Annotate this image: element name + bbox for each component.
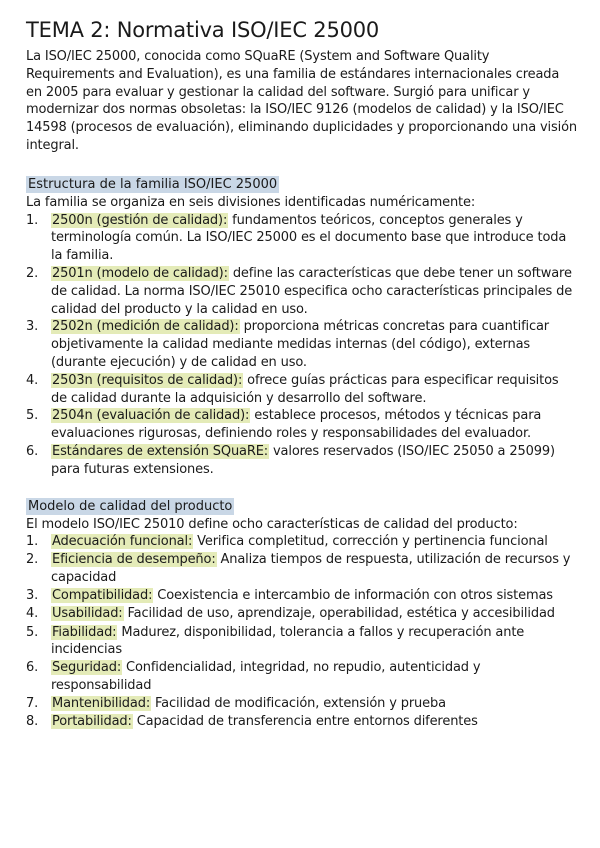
list-number: 2. [26,552,39,568]
section-structure [26,173,578,479]
highlighted-term: Portabilidad: [52,714,132,730]
section-lead-structure: La familia se organiza en seis divisiones identificadas numéricamente: [26,194,476,210]
list-item [26,713,578,731]
section-quality-model [26,495,578,732]
section-heading-structure: Estructura de la familia ISO/IEC 25000 [28,176,278,192]
item-description: Confidencialidad, integridad, no repudio, autenticidad y responsabilidad [51,660,481,694]
list-number: 2. [26,265,39,281]
list-number: 3. [26,319,39,335]
list-item [26,695,578,713]
page-title: TEMA 2: Normativa ISO/IEC 25000 [26,18,380,42]
list-item [26,212,578,265]
highlighted-term: 2501n (modelo de calidad): [52,265,228,281]
list-number: 7. [26,696,39,712]
list-item [26,443,578,479]
item-description: Madurez, disponibilidad, tolerancia a fallos y recuperación ante incidencias [51,624,525,658]
list-number: 1. [26,212,39,228]
item-description: define las características que debe tener un software de calidad. La norma ISO/IEC 25010 especifica ocho características principales de calidad del producto y la calidad en uso. [51,265,573,317]
section-lead-quality-model: El modelo ISO/IEC 25010 define ocho características de calidad del producto: [26,516,518,532]
item-description: Facilidad de uso, aprendizaje, operabilidad, estética y accesibilidad [123,606,555,622]
highlighted-term: Seguridad: [52,660,122,676]
item-description: Facilidad de modificación, extensión y prueba [151,696,446,712]
highlighted-term: Compatibilidad: [52,588,153,604]
divisions-list [26,212,578,479]
list-number: 5. [26,408,39,424]
highlighted-term: 2502n (medición de calidad): [52,319,239,335]
list-item [26,318,578,371]
section-spacer [26,479,578,495]
list-number: 6. [26,660,39,676]
list-number: 4. [26,606,39,622]
list-item [26,265,578,318]
item-description: valores reservados (ISO/IEC 25050 a 25099) para futuras extensiones. [51,443,555,477]
list-number: 4. [26,372,39,388]
item-description: Analiza tiempos de respuesta, utilización de recursos y capacidad [51,552,571,586]
list-number: 1. [26,534,39,550]
highlighted-term: Fiabilidad: [52,624,117,640]
highlighted-term: Mantenibilidad: [52,696,151,712]
list-item [26,587,578,605]
list-number: 5. [26,624,39,640]
item-description: proporciona métricas concretas para cuantificar objetivamente la calidad mediante medidas internas (del código), externas (durante ejecución) y de calidad en uso. [51,319,549,370]
list-number: 8. [26,714,39,730]
document-page [26,16,578,731]
highlighted-term: 2504n (evaluación de calidad): [52,408,250,424]
list-item [26,533,578,551]
list-item [26,605,578,623]
characteristics-list [26,533,578,731]
item-description: ofrece guías prácticas para especificar requisitos de calidad durante la adquisición y desarrollo del software. [51,372,559,406]
highlighted-term: 2503n (requisitos de calidad): [52,372,243,388]
list-item [26,407,578,443]
item-description: Verifica completitud, corrección y pertinencia funcional [193,534,548,550]
list-item [26,372,578,408]
list-item [26,551,578,587]
list-number: 3. [26,588,39,604]
item-description: fundamentos teóricos, conceptos generales y terminología común. La ISO/IEC 25000 es el documento base que introduce toda la familia. [51,212,567,264]
list-number: 6. [26,443,39,459]
highlighted-term: Adecuación funcional: [52,534,193,550]
item-description: Coexistencia e intercambio de información con otros sistemas [153,588,553,604]
highlighted-term: Estándares de extensión SQuaRE: [52,443,269,459]
list-item [26,659,578,695]
intro-paragraph: La ISO/IEC 25000, conocida como SQuaRE (System and Software Quality Requirements and Evaluation), es una familia de estándares internacionales creada en 2005 para evaluar y gestionar la calidad del software. Surgió para unificar y modernizar dos normas obsoletas: la ISO/IEC 9126 (modelos de calidad) y la ISO/IEC 14598 (procesos de evaluación), eliminando duplicidades y proporcionando una visión integral. [26,49,577,153]
item-description: Capacidad de transferencia entre entornos diferentes [132,714,478,730]
highlighted-term: 2500n (gestión de calidad): [52,212,228,228]
section-heading-quality-model: Modelo de calidad del producto [28,498,233,514]
highlighted-term: Eficiencia de desempeño: [52,552,216,568]
list-item [26,624,578,660]
highlighted-term: Usabilidad: [52,606,123,622]
item-description: establece procesos, métodos y técnicas para evaluaciones rigurosas, definiendo roles y responsabilidades del evaluador. [51,408,542,442]
